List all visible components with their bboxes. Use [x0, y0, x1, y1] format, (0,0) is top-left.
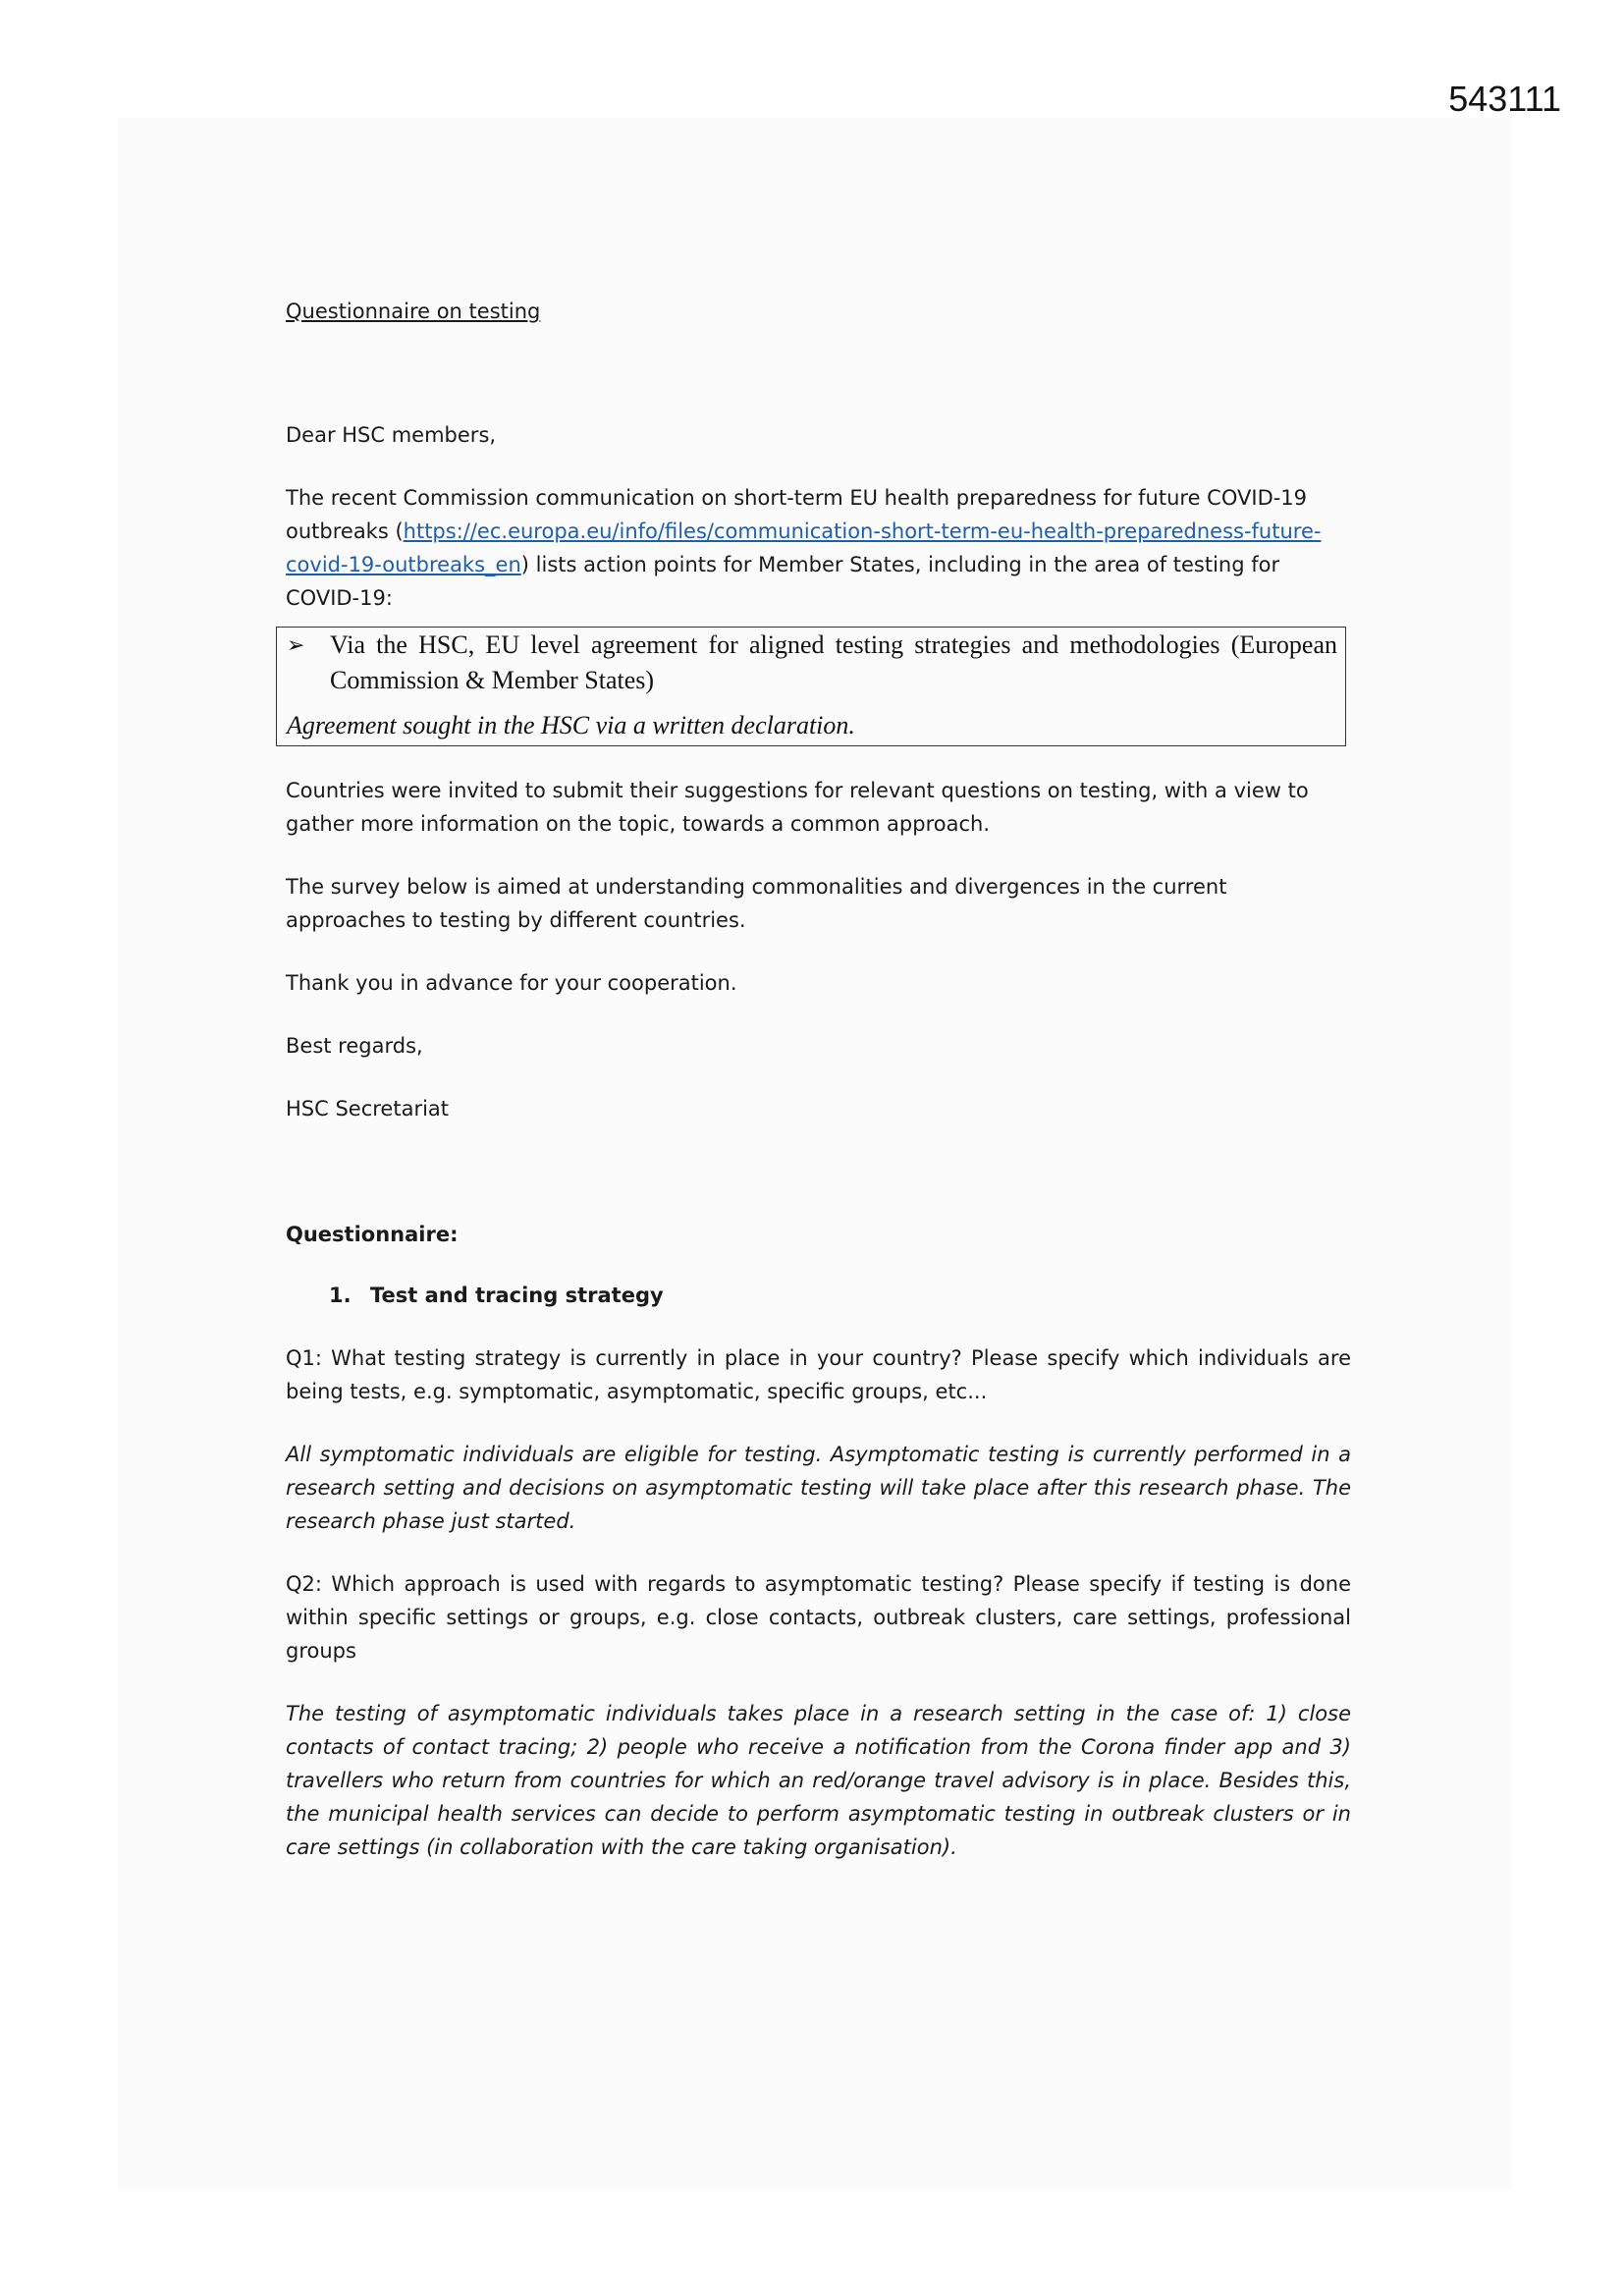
intro-text-after: ) lists action points for Member States, including in the area of testing for COVID-19:: [286, 553, 1280, 610]
question-1: Q1: What testing strategy is currently in place in your country? Please specify which individuals are being tests, e.g. symptomatic, asymptomatic, specific groups, etc...: [286, 1346, 1351, 1403]
action-point-item: [287, 628, 1337, 698]
action-point-box: [276, 627, 1346, 746]
section-heading: [329, 1279, 1351, 1312]
answer-1: All symptomatic individuals are eligible for testing. Asymptomatic testing is currently performed in a research setting and decisions on asymptomatic testing will take place after this research phase. The research phase just started.: [286, 1443, 1351, 1533]
thanks-paragraph: Thank you in advance for your cooperation.: [286, 971, 737, 995]
countries-paragraph: Countries were invited to submit their suggestions for relevant questions on testing, with a view to gather more information on the topic, towards a common approach.: [286, 779, 1309, 836]
question-2: Q2: Which approach is used with regards to asymptomatic testing? Please specify if testing is done within specific settings or groups, e.g. close contacts, outbreak clusters, care settings, professional groups: [286, 1572, 1351, 1663]
questionnaire-heading: Questionnaire:: [286, 1223, 459, 1246]
communication-link[interactable]: https://ec.europa.eu/info/files/communication-short-term-eu-health-preparedness-future-covid-19-outbreaks_en: [286, 519, 1322, 576]
document-number: 543111: [1448, 79, 1561, 119]
arrow-bullet-icon: ➢: [287, 632, 305, 657]
answer-2: The testing of asymptomatic individuals takes place in a research setting in the case of: 1) close contacts of contact tracing; 2) people who receive a notification from the Corona finder app and 3) travellers who return from countries for which an red/orange travel advisory is in place. Besides this, the municipal health services can decide to perform asymptomatic testing in outbreak clusters or in care settings (in collaboration with the care taking organisation).: [286, 1702, 1351, 1859]
section-title: Test and tracing strategy: [370, 1284, 664, 1307]
intro-paragraph: [286, 481, 1351, 615]
survey-paragraph: The survey below is aimed at understanding commonalities and divergences in the current approaches to testing by different countries.: [286, 875, 1227, 932]
page-title: Questionnaire on testing: [286, 300, 541, 323]
action-point-text: Via the HSC, EU level agreement for aligned testing strategies and methodologies (European Commission & Member States): [330, 630, 1337, 694]
closing-regards: Best regards,: [286, 1034, 423, 1058]
salutation: Dear HSC members,: [286, 423, 497, 447]
letter-body: [286, 295, 1351, 1864]
agreement-note: Agreement sought in the HSC via a written declaration.: [287, 711, 855, 739]
intro-text-before: The recent Commission communication on short-term EU health preparedness for future COVID-19 outbreaks (: [286, 486, 1308, 543]
section-number: 1.: [329, 1284, 352, 1307]
signature: HSC Secretariat: [286, 1097, 450, 1121]
